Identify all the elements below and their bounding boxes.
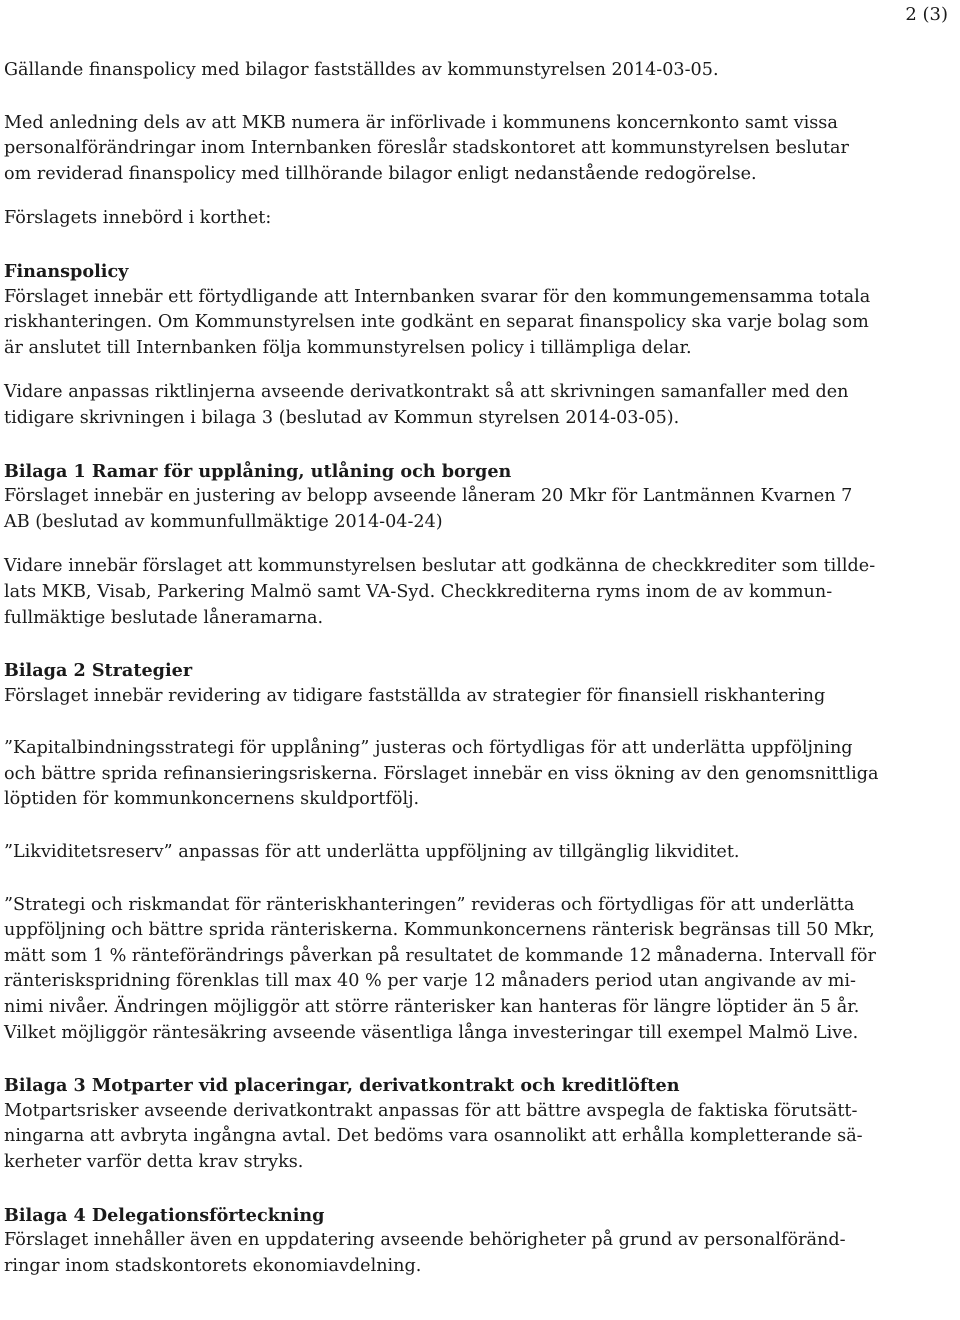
- bilaga-1-credit-paragraph: [4, 554, 904, 631]
- ranterisk-paragraph: [4, 893, 904, 1047]
- text-line: Motpartsrisker avseende derivatkontrakt anpassas för att bättre avspegla de faktiska förutsätt-: [4, 1100, 858, 1121]
- section-heading: Bilaga 1 Ramar för upplåning, utlåning och borgen: [4, 460, 512, 482]
- page-number: 2 (3): [905, 4, 948, 25]
- section-heading: Bilaga 4 Delegationsförteckning: [4, 1204, 325, 1226]
- text-line: och bättre sprida refinansieringsriskerna. Förslaget innebär en viss ökning av den genomsnittliga: [4, 763, 879, 784]
- text-line: Gällande finanspolicy med bilagor fastställdes av kommunstyrelsen 2014-03-05.: [4, 60, 719, 80]
- adoption-statement: [4, 58, 904, 84]
- document-body: [4, 58, 904, 1279]
- text-line: mätt som 1 % ränteförändrings påverkan på resultatet de kommande 12 månaderna. Intervall för: [4, 945, 876, 966]
- text-line: Förslaget innebär revidering av tidigare fastställda av strategier för finansiell riskhantering: [4, 685, 826, 706]
- text-line: ränteriskspridning förenklas till max 40 % per varje 12 månaders period utan angivande av mi-: [4, 971, 856, 992]
- text-line: är anslutet till Internbanken följa kommunstyrelsen policy i tillämpliga delar.: [4, 337, 692, 358]
- text-line: om reviderad finanspolicy med tillhörande bilagor enligt nedanstående redogörelse.: [4, 163, 757, 184]
- text-line: Förslaget innebär ett förtydligande att Internbanken svarar för den kommungemensamma totala: [4, 286, 871, 307]
- text-line: lats MKB, Visab, Parkering Malmö samt VA-Syd. Checkkrediterna ryms inom de av kommun-: [4, 581, 833, 602]
- section-heading: Finanspolicy: [4, 260, 129, 282]
- text-line: Vilket möjliggör räntesäkring avseende väsentliga långa investeringar till exempel Malmö Live.: [4, 1022, 859, 1043]
- text-line: Förslaget innebär en justering av belopp avseende låneram 20 Mkr för Lantmännen Kvarnen 7: [4, 486, 853, 507]
- text-line: uppföljning och bättre sprida ränteriskerna. Kommunkoncernens ränterisk begränsas till 50 Mkr,: [4, 920, 875, 941]
- text-line: tidigare skrivningen i bilaga 3 (beslutad av Kommun styrelsen 2014-03-05).: [4, 407, 680, 428]
- text-line: löptiden för kommunkoncernens skuldportfölj.: [4, 789, 420, 810]
- text-line: kerheter varför detta krav stryks.: [4, 1152, 304, 1172]
- text-line: ”Likviditetsreserv” anpassas för att underlätta uppföljning av tillgänglig likviditet.: [4, 842, 740, 863]
- text-line: Med anledning dels av att MKB numera är införlivade i kommunens koncernkonto samt vissa: [4, 112, 838, 133]
- finanspolicy-derivatives-paragraph: [4, 380, 904, 431]
- background-paragraph: [4, 111, 904, 188]
- summary-label: [4, 206, 904, 232]
- text-line: ningarna att avbryta ingångna avtal. Det bedöms vara osannolikt att erhålla kompletterande sä-: [4, 1126, 863, 1147]
- text-line: ”Kapitalbindningsstrategi för upplåning” justeras och förtydligas för att underlätta uppföljning: [4, 738, 853, 759]
- text-line: personalförändringar inom Internbanken föreslår stadskontoret att kommunstyrelsen beslutar: [4, 138, 849, 159]
- section-bilaga-2: [4, 658, 904, 709]
- text-line: Vidare anpassas riktlinjerna avseende derivatkontrakt så att skrivningen samanfaller med den: [4, 382, 849, 403]
- section-bilaga-3: [4, 1073, 904, 1175]
- text-line: Vidare innebär förslaget att kommunstyrelsen beslutar att godkänna de checkkrediter som tillde-: [4, 556, 876, 577]
- likviditet-paragraph: [4, 840, 904, 866]
- text-line: Förslaget innehåller även en uppdatering avseende behörigheter på grund av personalföränd-: [4, 1230, 846, 1251]
- text-line: Förslagets innebörd i korthet:: [4, 208, 272, 229]
- text-line: fullmäktige beslutade låneramarna.: [4, 607, 324, 628]
- section-finanspolicy: [4, 259, 904, 361]
- section-bilaga-1: [4, 459, 904, 536]
- kapitalbindning-paragraph: [4, 736, 904, 813]
- section-heading: Bilaga 3 Motparter vid placeringar, derivatkontrakt och kreditlöften: [4, 1075, 680, 1097]
- text-line: nimi nivåer. Ändringen möjliggör att större ränterisker kan hanteras för längre löptider än 5 år.: [4, 997, 860, 1018]
- text-line: ringar inom stadskontorets ekonomiavdelning.: [4, 1255, 422, 1276]
- text-line: riskhanteringen. Om Kommunstyrelsen inte godkänt en separat finanspolicy ska varje bolag som: [4, 312, 869, 333]
- section-bilaga-4: [4, 1203, 904, 1280]
- section-heading: Bilaga 2 Strategier: [4, 660, 193, 682]
- text-line: AB (beslutad av kommunfullmäktige 2014-04-24): [4, 511, 443, 532]
- text-line: ”Strategi och riskmandat för ränteriskhanteringen” revideras och förtydligas för att underlätta: [4, 894, 855, 915]
